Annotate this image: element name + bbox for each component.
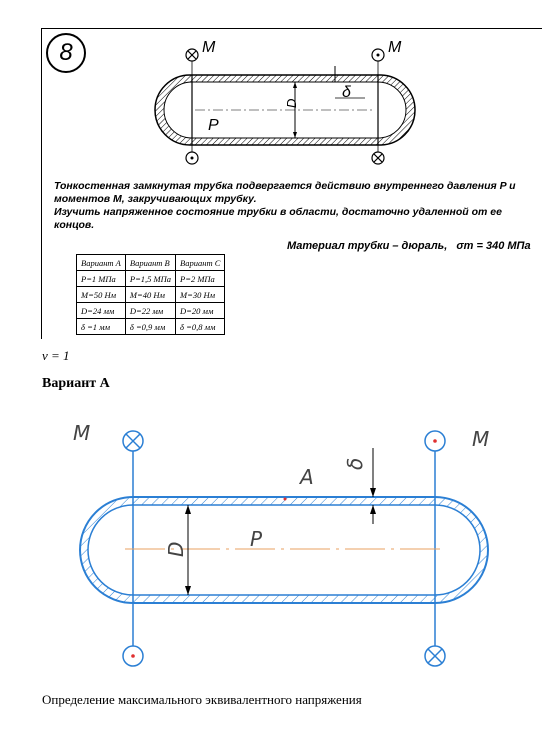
- table-cell: M=40 Нм: [125, 287, 175, 303]
- variant-heading: Вариант А: [42, 376, 110, 391]
- moment-symbol-bottom-right: [425, 646, 445, 666]
- table-cell: δ =1 мм: [77, 319, 126, 335]
- table-cell: δ =0,9 мм: [125, 319, 175, 335]
- label-point-a: A: [300, 465, 314, 489]
- table-header: Вариант B: [125, 255, 175, 271]
- label-thickness: δ: [343, 457, 367, 470]
- description-line-1: Тонкостенная замкнутая трубка подвергается действию внутреннего давления P и: [54, 180, 516, 192]
- table-row: [77, 303, 225, 319]
- label-moment-right: M: [472, 427, 490, 451]
- moment-symbol-bottom-left: [123, 646, 143, 666]
- table-cell: P=2 МПа: [176, 271, 225, 287]
- table-row: [77, 287, 225, 303]
- table-header: Вариант C: [176, 255, 225, 271]
- table-cell: D=20 мм: [176, 303, 225, 319]
- moment-symbol-bottom-right: [372, 152, 384, 164]
- table-cell: D=24 мм: [77, 303, 126, 319]
- moment-symbol-top-left: [186, 49, 198, 61]
- sketch-label-moment-right: M: [388, 39, 402, 56]
- yield-stress: σт = 340 МПа: [456, 240, 531, 252]
- moment-symbol-top-right: [372, 49, 384, 61]
- table-cell: P=1,5 МПа: [125, 271, 175, 287]
- table-row: [77, 271, 225, 287]
- table-cell: M=50 Нм: [77, 287, 126, 303]
- table-cell: P=1 МПа: [77, 271, 126, 287]
- moment-symbol-top-right: [425, 431, 445, 451]
- problem-sketch: [140, 30, 430, 180]
- sketch-label-pressure: P: [208, 117, 219, 134]
- sketch-label-diameter: D: [284, 98, 299, 108]
- label-diameter: D: [164, 541, 188, 557]
- description-line-2: моментов M, закручивающих трубку.: [54, 193, 257, 205]
- sketch-label-thickness: δ: [342, 84, 351, 101]
- moment-symbol-bottom-left: [186, 152, 198, 164]
- problem-number: 8: [46, 33, 86, 73]
- table-row: [77, 319, 225, 335]
- table-cell: D=22 мм: [125, 303, 175, 319]
- table-cell: δ =0,8 мм: [176, 319, 225, 335]
- moment-symbol-top-left: [123, 431, 143, 451]
- description-line-3: Изучить напряженное состояние трубки в области, достаточно удаленной от ее концов.: [54, 206, 502, 231]
- table-cell: M=30 Нм: [176, 287, 225, 303]
- point-a-marker: [284, 498, 287, 501]
- label-moment-left: M: [73, 421, 91, 445]
- material-text: Материал трубки – дюраль,: [287, 240, 448, 252]
- problem-description: [54, 180, 540, 232]
- material-line: [287, 240, 531, 253]
- label-pressure: P: [250, 527, 263, 551]
- variants-table: [76, 254, 225, 335]
- section-heading: Определение максимального эквивалентного напряжения: [42, 692, 362, 707]
- poisson-ratio: ν = 1: [42, 348, 70, 363]
- table-header: Вариант A: [77, 255, 126, 271]
- tube-diagram: [60, 408, 540, 678]
- sketch-label-moment-left: M: [202, 39, 216, 56]
- table-header-row: [77, 255, 225, 271]
